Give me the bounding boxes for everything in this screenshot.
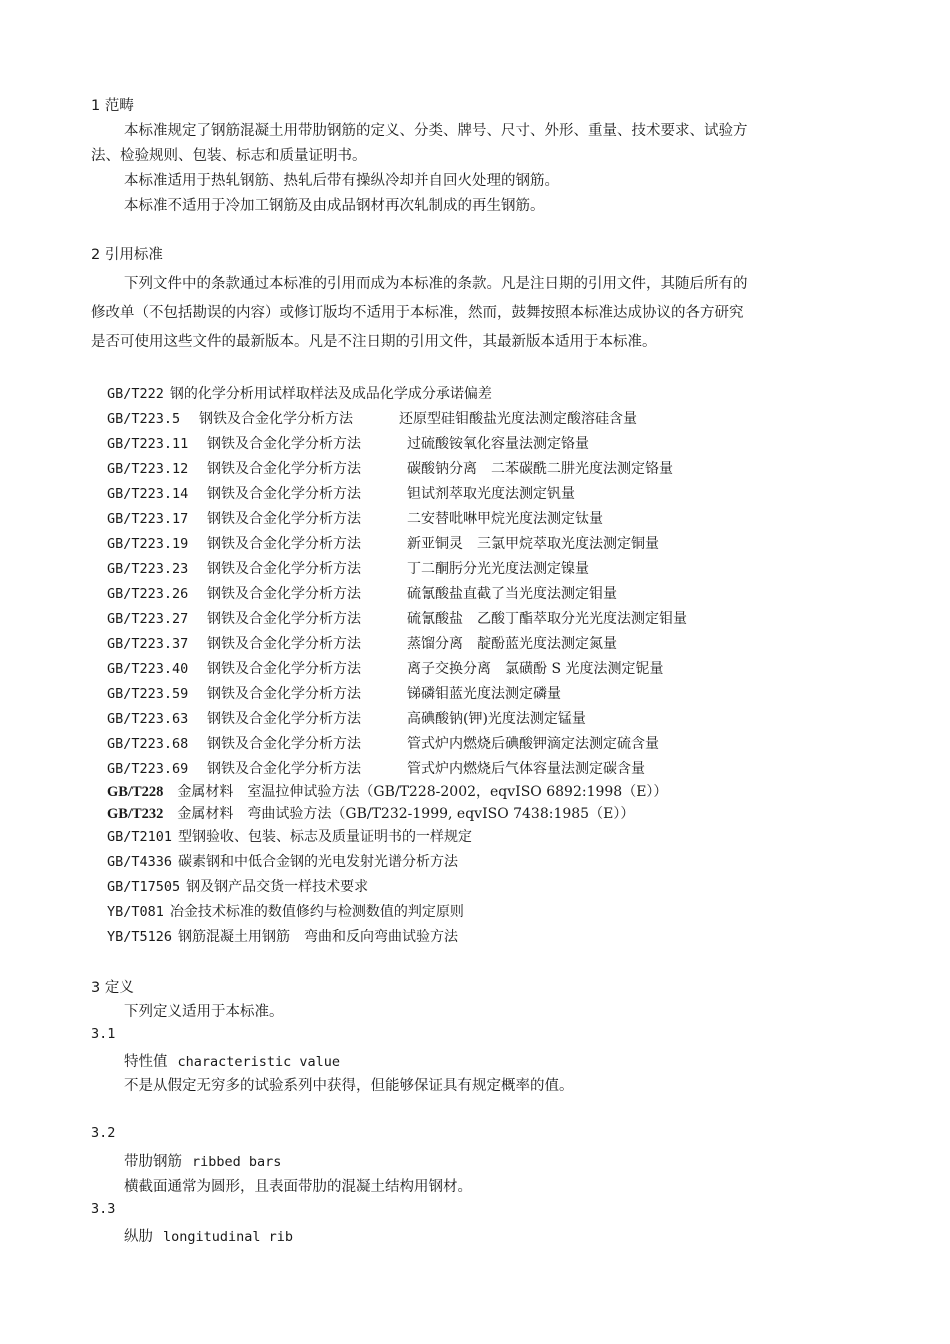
ref-item bbox=[107, 408, 637, 428]
ref-method: 蒸馏分离 靛酚蓝光度法测定氮量 bbox=[407, 636, 617, 652]
ref-code: GB/T223.63 bbox=[107, 711, 189, 727]
ref-item bbox=[107, 758, 645, 778]
section-2-para-1c: 是否可使用这些文件的最新版本。凡是不注日期的引用文件，其最新版本适用于本标准。 bbox=[91, 334, 657, 350]
ref-item bbox=[107, 633, 617, 653]
section-2-para-1a: 下列文件中的条款通过本标准的引用而成为本标准的条款。凡是注日期的引用文件，其随后所有的 bbox=[124, 276, 748, 292]
ref-title: 钢铁及合金化学分析方法 bbox=[207, 661, 361, 677]
ref-title: 钢铁及合金化学分析方法 bbox=[207, 561, 361, 577]
ref-method: 管式炉内燃烧后碘酸钾滴定法测定硫含量 bbox=[407, 736, 659, 752]
ref-item bbox=[107, 826, 472, 846]
ref-item bbox=[107, 658, 664, 678]
clause-number: 3.2 bbox=[91, 1125, 116, 1141]
term-zh: 带肋钢筋 bbox=[124, 1154, 182, 1170]
ref-method: 新亚铜灵 三氯甲烷萃取光度法测定铜量 bbox=[407, 536, 659, 552]
ref-item bbox=[107, 508, 603, 528]
ref-title: 钢铁及合金化学分析方法 bbox=[207, 436, 361, 452]
ref-title: 钢铁及合金化学分析方法 bbox=[207, 636, 361, 652]
ref-item bbox=[107, 608, 687, 628]
ref-code: GB/T223.23 bbox=[107, 561, 189, 577]
ref-title: 钢铁及合金化学分析方法 bbox=[207, 586, 361, 602]
section-1-heading: 1 范畴 bbox=[91, 98, 134, 114]
ref-code: GB/T4336 bbox=[107, 854, 173, 870]
ref-method: 丁二酮肟分光光度法测定镍量 bbox=[407, 561, 589, 577]
ref-code: YB/T5126 bbox=[107, 929, 173, 945]
ref-code: GB/T223.69 bbox=[107, 761, 189, 777]
section-3-heading: 3 定义 bbox=[91, 980, 134, 996]
ref-text: 冶金技术标准的数值修约与检测数值的判定原则 bbox=[169, 904, 464, 920]
ref-text: 钢筋混凝土用钢筋 弯曲和反向弯曲试验方法 bbox=[178, 929, 459, 945]
ref-item bbox=[107, 458, 673, 478]
clause-number: 3.3 bbox=[91, 1201, 116, 1217]
ref-code: GB/T2101 bbox=[107, 829, 173, 845]
section-1-para-1b: 法、检验规则、包装、标志和质量证明书。 bbox=[91, 148, 367, 164]
ref-item bbox=[107, 533, 659, 553]
ref-title: 钢铁及合金化学分析方法 bbox=[207, 686, 361, 702]
term-name bbox=[124, 1050, 340, 1071]
clause-number: 3.1 bbox=[91, 1026, 116, 1042]
term-en: characteristic value bbox=[177, 1054, 341, 1070]
ref-title: 钢铁及合金化学分析方法 bbox=[207, 461, 361, 477]
ref-title: 钢的化学分析用试样取样法及成品化学成分承诺偏差 bbox=[169, 386, 492, 402]
ref-item bbox=[107, 558, 589, 578]
term-zh: 纵肋 bbox=[124, 1229, 153, 1245]
section-1-para-3: 本标准不适用于冷加工钢筋及由成品钢材再次轧制成的再生钢筋。 bbox=[124, 198, 545, 214]
ref-method: 二安替吡啉甲烷光度法测定钛量 bbox=[407, 511, 603, 527]
ref-item-bold bbox=[107, 803, 634, 823]
ref-method: 高碘酸钠(钾)光度法测定锰量 bbox=[407, 711, 586, 727]
ref-code: GB/T223.27 bbox=[107, 611, 189, 627]
ref-code: GB/T228 bbox=[107, 784, 164, 800]
ref-code: GB/T223.37 bbox=[107, 636, 189, 652]
ref-text: 钢及钢产品交货一样技术要求 bbox=[186, 879, 369, 895]
ref-code: GB/T222 bbox=[107, 386, 164, 402]
ref-method: 碳酸钠分离 二苯碳酰二肼光度法测定铬量 bbox=[407, 461, 673, 477]
ref-code: YB/T081 bbox=[107, 904, 164, 920]
ref-title: 钢铁及合金化学分析方法 bbox=[199, 411, 353, 427]
section-3-intro: 下列定义适用于本标准。 bbox=[124, 1004, 284, 1020]
term-name bbox=[124, 1225, 293, 1246]
ref-item bbox=[107, 708, 586, 728]
ref-code: GB/T223.17 bbox=[107, 511, 189, 527]
ref-title: 钢铁及合金化学分析方法 bbox=[207, 611, 361, 627]
ref-code: GB/T223.12 bbox=[107, 461, 189, 477]
ref-item bbox=[107, 733, 659, 753]
ref-item bbox=[107, 876, 368, 896]
ref-item bbox=[107, 483, 575, 503]
ref-item bbox=[107, 926, 458, 946]
ref-code: GB/T223.11 bbox=[107, 436, 189, 452]
ref-item bbox=[107, 583, 617, 603]
ref-code: GB/T223.14 bbox=[107, 486, 189, 502]
ref-title: 钢铁及合金化学分析方法 bbox=[207, 761, 361, 777]
ref-method: 过硫酸铵氧化容量法测定铬量 bbox=[407, 436, 589, 452]
ref-code: GB/T223.68 bbox=[107, 736, 189, 752]
ref-method: 还原型硅钼酸盐光度法测定酸溶硅含量 bbox=[399, 411, 637, 427]
ref-method: 硫氰酸盐 乙酸丁酯萃取分光光度法测定钼量 bbox=[407, 611, 687, 627]
ref-text: 金属材料 室温拉伸试验方法（GB/T228-2002，eqvISO 6892:1998（E）） bbox=[177, 784, 668, 800]
ref-item bbox=[107, 383, 492, 403]
ref-title: 钢铁及合金化学分析方法 bbox=[207, 486, 361, 502]
term-en: longitudinal rib bbox=[163, 1229, 294, 1245]
section-2-heading: 2 引用标准 bbox=[91, 247, 163, 263]
ref-text: 型钢验收、包装、标志及质量证明书的一样规定 bbox=[178, 829, 473, 845]
ref-code: GB/T223.19 bbox=[107, 536, 189, 552]
term-en: ribbed bars bbox=[192, 1154, 282, 1170]
section-1-para-2: 本标准适用于热轧钢筋、热轧后带有操纵冷却并自回火处理的钢筋。 bbox=[124, 173, 559, 189]
ref-method: 离子交换分离 氯磺酚 S 光度法测定铌量 bbox=[407, 661, 664, 677]
ref-item bbox=[107, 901, 464, 921]
ref-code: GB/T232 bbox=[107, 806, 164, 822]
ref-method: 硫氰酸盐直截了当光度法测定钼量 bbox=[407, 586, 617, 602]
ref-code: GB/T223.5 bbox=[107, 411, 181, 427]
term-zh: 特性值 bbox=[124, 1054, 168, 1070]
ref-item bbox=[107, 851, 458, 871]
ref-method: 管式炉内燃烧后气体容量法测定碳含量 bbox=[407, 761, 645, 777]
section-1-para-1a: 本标准规定了钢筋混凝土用带肋钢筋的定义、分类、牌号、尺寸、外形、重量、技术要求、试验方 bbox=[124, 123, 748, 139]
section-2-para-1b: 修改单（不包括勘误的内容）或修订版均不适用于本标准，然而，鼓舞按照本标准达成协议的各方研究 bbox=[91, 305, 744, 321]
ref-method: 锑磷钼蓝光度法测定磷量 bbox=[407, 686, 561, 702]
ref-title: 钢铁及合金化学分析方法 bbox=[207, 711, 361, 727]
ref-text: 碳素钢和中低合金钢的光电发射光谱分析方法 bbox=[178, 854, 459, 870]
term-definition: 不是从假定无穷多的试验系列中获得，但能够保证具有规定概率的值。 bbox=[124, 1078, 574, 1094]
ref-text: 金属材料 弯曲试验方法（GB/T232-1999, eqvISO 7438:1985（E）） bbox=[177, 806, 635, 822]
term-name bbox=[124, 1150, 281, 1171]
ref-method: 钽试剂萃取光度法测定钒量 bbox=[407, 486, 575, 502]
ref-item-bold bbox=[107, 781, 667, 801]
ref-title: 钢铁及合金化学分析方法 bbox=[207, 511, 361, 527]
ref-title: 钢铁及合金化学分析方法 bbox=[207, 536, 361, 552]
term-definition: 横截面通常为圆形，且表面带肋的混凝土结构用钢材。 bbox=[124, 1179, 472, 1195]
ref-item bbox=[107, 683, 561, 703]
ref-title: 钢铁及合金化学分析方法 bbox=[207, 736, 361, 752]
ref-item bbox=[107, 433, 589, 453]
ref-code: GB/T17505 bbox=[107, 879, 181, 895]
ref-code: GB/T223.59 bbox=[107, 686, 189, 702]
ref-code: GB/T223.40 bbox=[107, 661, 189, 677]
ref-code: GB/T223.26 bbox=[107, 586, 189, 602]
